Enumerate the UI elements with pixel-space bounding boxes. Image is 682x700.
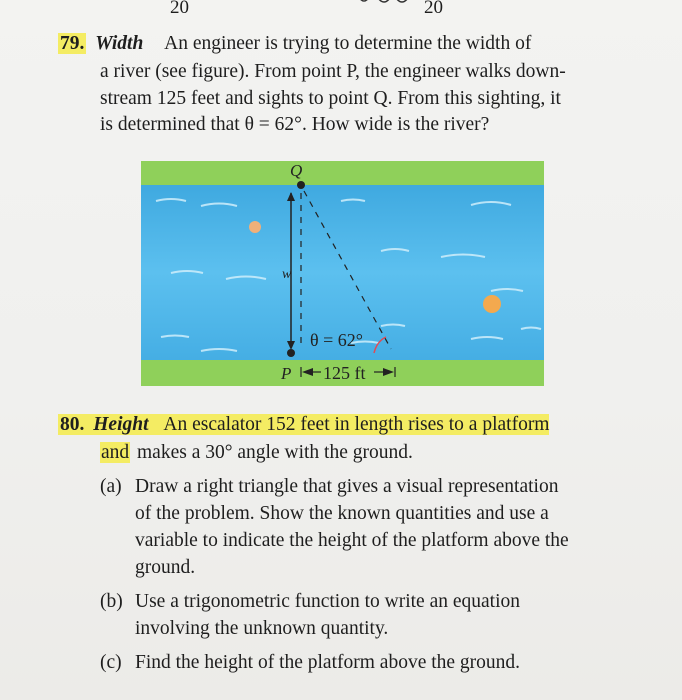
problem-80-number: 80. — [60, 414, 85, 435]
problem-80-line-2-rest — [137, 442, 413, 464]
problem-80-line-2-wrap — [100, 442, 130, 464]
problem-80-title: Height — [93, 414, 149, 435]
problem-79-line-2: a river (see figure). From point P, the engineer walks down- — [100, 61, 566, 82]
label-w: w — [282, 267, 292, 282]
problem-80-heading — [58, 414, 549, 436]
problem-79-title: Width — [95, 33, 144, 54]
part-b-line-2: involving the unknown quantity. — [135, 618, 389, 639]
part-b-line-1: Use a trigonometric function to write an equation — [135, 591, 521, 612]
problem-79-line-4: is determined that θ = 62°. How wide is the river? — [100, 114, 490, 135]
problem-79-line-1: An engineer is trying to determine the width of — [164, 33, 532, 54]
part-b-label: (b) — [100, 591, 123, 612]
river-diagram — [141, 161, 544, 386]
point-q — [297, 181, 305, 189]
problem-80-highlighted-word: and — [101, 442, 130, 463]
point-p — [287, 349, 295, 357]
label-q: Q — [290, 161, 303, 180]
label-p: P — [281, 364, 292, 383]
river-figure — [141, 161, 544, 386]
distance-label: 125 ft — [323, 363, 366, 383]
problem-80-line-2: makes a 30° angle with the ground. — [137, 442, 413, 463]
part-c-label: (c) — [100, 652, 122, 673]
page-number-right: 20 — [424, 0, 443, 18]
part-a-label: (a) — [100, 476, 122, 497]
part-a-line-4: ground. — [135, 557, 196, 578]
angle-label: θ = 62° — [310, 330, 363, 350]
cutoff-text-fragment — [356, 0, 416, 8]
north-bank — [141, 161, 544, 185]
part-a-line-3: variable to indicate the height of the platform above the — [135, 530, 569, 551]
page-number-left: 20 — [170, 0, 189, 18]
part-a-line-1: Draw a right triangle that gives a visual representation — [135, 476, 559, 497]
floating-ball-left — [249, 221, 261, 233]
part-a-line-2: of the problem. Show the known quantities and use a — [135, 503, 549, 524]
problem-79-number: 79. — [60, 33, 85, 54]
part-c-line-1: Find the height of the platform above the ground. — [135, 652, 521, 673]
problem-79-heading — [58, 33, 531, 55]
floating-ball-right — [483, 295, 501, 313]
problem-79-line-3: stream 125 feet and sights to point Q. From this sighting, it — [100, 88, 561, 109]
problem-80-line-1: An escalator 152 feet in length rises to a platform — [163, 414, 550, 435]
